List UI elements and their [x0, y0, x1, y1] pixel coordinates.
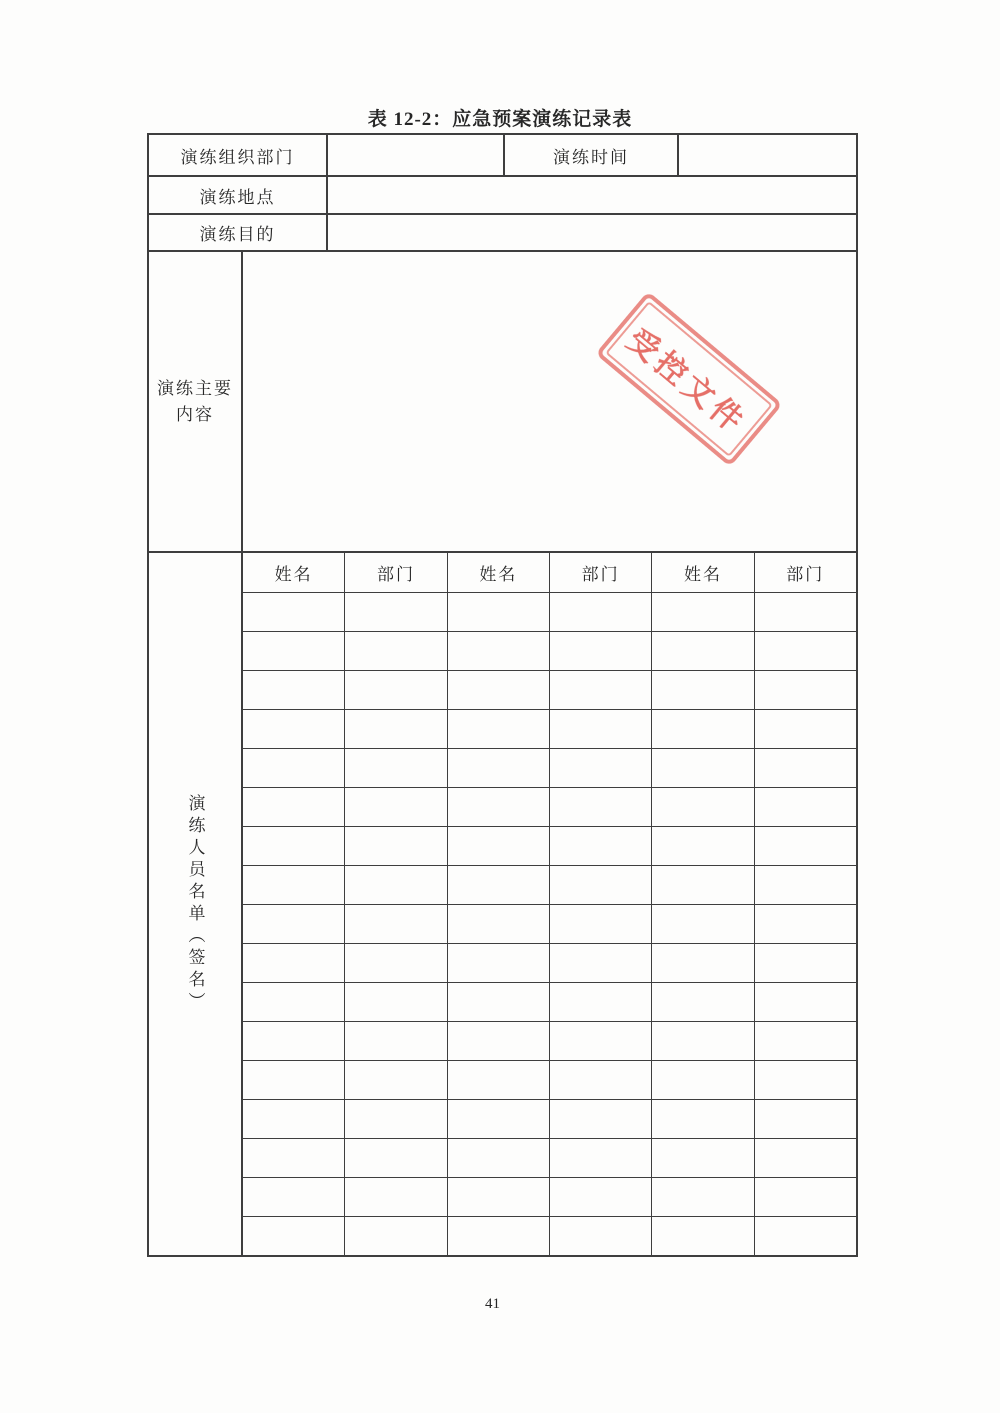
personnel-cell: [652, 788, 754, 826]
controlled-document-stamp: [595, 291, 783, 467]
personnel-cell: [243, 593, 345, 631]
personnel-cell: [345, 671, 447, 709]
personnel-cell: [652, 905, 754, 943]
personnel-cell: [652, 749, 754, 787]
personnel-cell: [345, 1139, 447, 1177]
personnel-cell: [448, 710, 550, 748]
personnel-cell: [652, 1178, 754, 1216]
personnel-cell: [755, 1217, 856, 1255]
personnel-cell: [448, 1100, 550, 1138]
personnel-cell: [652, 827, 754, 865]
personnel-cell: [243, 944, 345, 982]
personnel-cell: [345, 905, 447, 943]
personnel-row: [243, 944, 856, 983]
personnel-cell: [345, 1178, 447, 1216]
personnel-cell: [652, 1061, 754, 1099]
personnel-cell: [652, 593, 754, 631]
drill-time-value-cell: [679, 135, 856, 175]
personnel-cell: [652, 1022, 754, 1060]
personnel-cell: [448, 827, 550, 865]
personnel-cell: [345, 983, 447, 1021]
org-department-value-cell: [328, 135, 505, 175]
personnel-cell: [652, 671, 754, 709]
personnel-row: [243, 983, 856, 1022]
personnel-cell: [345, 944, 447, 982]
personnel-cell: [448, 1217, 550, 1255]
personnel-cell: [755, 1139, 856, 1177]
personnel-cell: [243, 671, 345, 709]
personnel-cell: [243, 1217, 345, 1255]
purpose-value-cell: [328, 215, 856, 250]
org-time-row: [149, 135, 856, 177]
personnel-header-row: [243, 553, 856, 593]
personnel-cell: [550, 593, 652, 631]
personnel-row: [243, 749, 856, 788]
personnel-cell: [652, 983, 754, 1021]
personnel-cell: [448, 1139, 550, 1177]
personnel-cell: [448, 749, 550, 787]
org-department-label: 演练组织部门: [149, 135, 328, 175]
personnel-cell: [448, 866, 550, 904]
personnel-cell: [243, 1178, 345, 1216]
personnel-cell: [448, 1022, 550, 1060]
personnel-cell: [652, 1217, 754, 1255]
personnel-cell: [448, 905, 550, 943]
personnel-cell: [755, 788, 856, 826]
personnel-row: [243, 1139, 856, 1178]
personnel-cell: [345, 1100, 447, 1138]
main-content-value-cell: [243, 252, 856, 551]
personnel-cell: [243, 632, 345, 670]
personnel-cell: [755, 866, 856, 904]
personnel-cell: [345, 1217, 447, 1255]
personnel-cell: [550, 788, 652, 826]
personnel-row: [243, 710, 856, 749]
personnel-cell: [448, 632, 550, 670]
personnel-cell: [550, 1061, 652, 1099]
stamp-inner-border: [605, 301, 773, 457]
personnel-cell: [448, 788, 550, 826]
personnel-cell: [652, 710, 754, 748]
personnel-row: [243, 1217, 856, 1255]
main-content-label: 演练主要内容: [157, 379, 233, 424]
personnel-header-cell: 姓名: [448, 553, 550, 592]
personnel-header-cell: 部门: [786, 565, 825, 584]
personnel-cell: [755, 671, 856, 709]
location-label: 演练地点: [149, 177, 328, 213]
personnel-cell: [755, 1100, 856, 1138]
personnel-cell: [345, 710, 447, 748]
personnel-cell: [652, 1139, 754, 1177]
purpose-label: 演练目的: [149, 215, 328, 250]
personnel-cell: [345, 593, 447, 631]
page-number: 41: [485, 1296, 500, 1312]
personnel-cell: [550, 632, 652, 670]
personnel-cell: [345, 1022, 447, 1060]
personnel-cell: [243, 1139, 345, 1177]
personnel-cell: [550, 905, 652, 943]
purpose-row: [149, 215, 856, 252]
personnel-row: [243, 632, 856, 671]
personnel-cell: [550, 866, 652, 904]
personnel-cell: [345, 788, 447, 826]
personnel-cell: [755, 1061, 856, 1099]
personnel-row: [243, 1022, 856, 1061]
personnel-cell: [243, 983, 345, 1021]
personnel-cell: [755, 1178, 856, 1216]
personnel-header-cell: 部门: [345, 553, 447, 592]
personnel-cell: [345, 632, 447, 670]
personnel-row: [243, 1061, 856, 1100]
drill-record-form: [147, 133, 858, 1257]
personnel-header-cell: 部门: [550, 553, 652, 592]
personnel-header-cell: 姓名: [243, 553, 345, 592]
personnel-cell: [550, 944, 652, 982]
personnel-label: 演练人员名单（签名）: [185, 794, 205, 1014]
personnel-cell: [755, 632, 856, 670]
personnel-cell: [550, 1217, 652, 1255]
personnel-cell: [755, 710, 856, 748]
personnel-cell: [243, 1061, 345, 1099]
personnel-row: [243, 593, 856, 632]
drill-time-label: 演练时间: [505, 135, 679, 175]
personnel-cell: [345, 866, 447, 904]
stamp-text: 受控文件: [620, 321, 754, 441]
personnel-row: [243, 827, 856, 866]
personnel-cell: [550, 749, 652, 787]
personnel-cell: [652, 632, 754, 670]
personnel-header-cell: 姓名: [652, 553, 754, 592]
personnel-row: [243, 1178, 856, 1217]
personnel-cell: [448, 1178, 550, 1216]
personnel-table: [243, 553, 856, 1255]
personnel-cell: [550, 827, 652, 865]
personnel-cell: [755, 1022, 856, 1060]
personnel-cell: [652, 866, 754, 904]
personnel-cell: [243, 905, 345, 943]
personnel-cell: [243, 1100, 345, 1138]
personnel-cell: [243, 749, 345, 787]
personnel-cell: [755, 983, 856, 1021]
personnel-cell: [652, 1100, 754, 1138]
personnel-cell: [755, 593, 856, 631]
main-content-label-cell: [149, 252, 243, 551]
personnel-row: [243, 1100, 856, 1139]
location-value-cell: [328, 177, 856, 213]
personnel-cell: [448, 983, 550, 1021]
personnel-cell: [550, 671, 652, 709]
personnel-cell: [448, 593, 550, 631]
personnel-cell: [243, 827, 345, 865]
personnel-cell: [652, 944, 754, 982]
personnel-cell: [345, 827, 447, 865]
personnel-section: [149, 553, 856, 1255]
personnel-row: [243, 905, 856, 944]
main-content-row: [149, 252, 856, 553]
personnel-cell: [448, 944, 550, 982]
personnel-row: [243, 671, 856, 710]
personnel-cell: [755, 827, 856, 865]
personnel-cell: [345, 749, 447, 787]
personnel-grid: [243, 593, 856, 1255]
personnel-cell: [550, 983, 652, 1021]
personnel-cell: [755, 749, 856, 787]
personnel-cell: [243, 1022, 345, 1060]
personnel-cell: [345, 1061, 447, 1099]
personnel-cell: [550, 1100, 652, 1138]
personnel-cell: [243, 866, 345, 904]
personnel-cell: [448, 671, 550, 709]
page-title: 表 12-2：应急预案演练记录表: [367, 109, 633, 130]
personnel-cell: [755, 944, 856, 982]
personnel-cell: [448, 1061, 550, 1099]
personnel-cell: [550, 1139, 652, 1177]
location-row: [149, 177, 856, 215]
personnel-cell: [550, 710, 652, 748]
personnel-row: [243, 788, 856, 827]
personnel-cell: [755, 905, 856, 943]
personnel-cell: [550, 1022, 652, 1060]
personnel-label-cell: [149, 553, 243, 1255]
personnel-row: [243, 866, 856, 905]
personnel-cell: [550, 1178, 652, 1216]
personnel-cell: [243, 710, 345, 748]
personnel-cell: [243, 788, 345, 826]
